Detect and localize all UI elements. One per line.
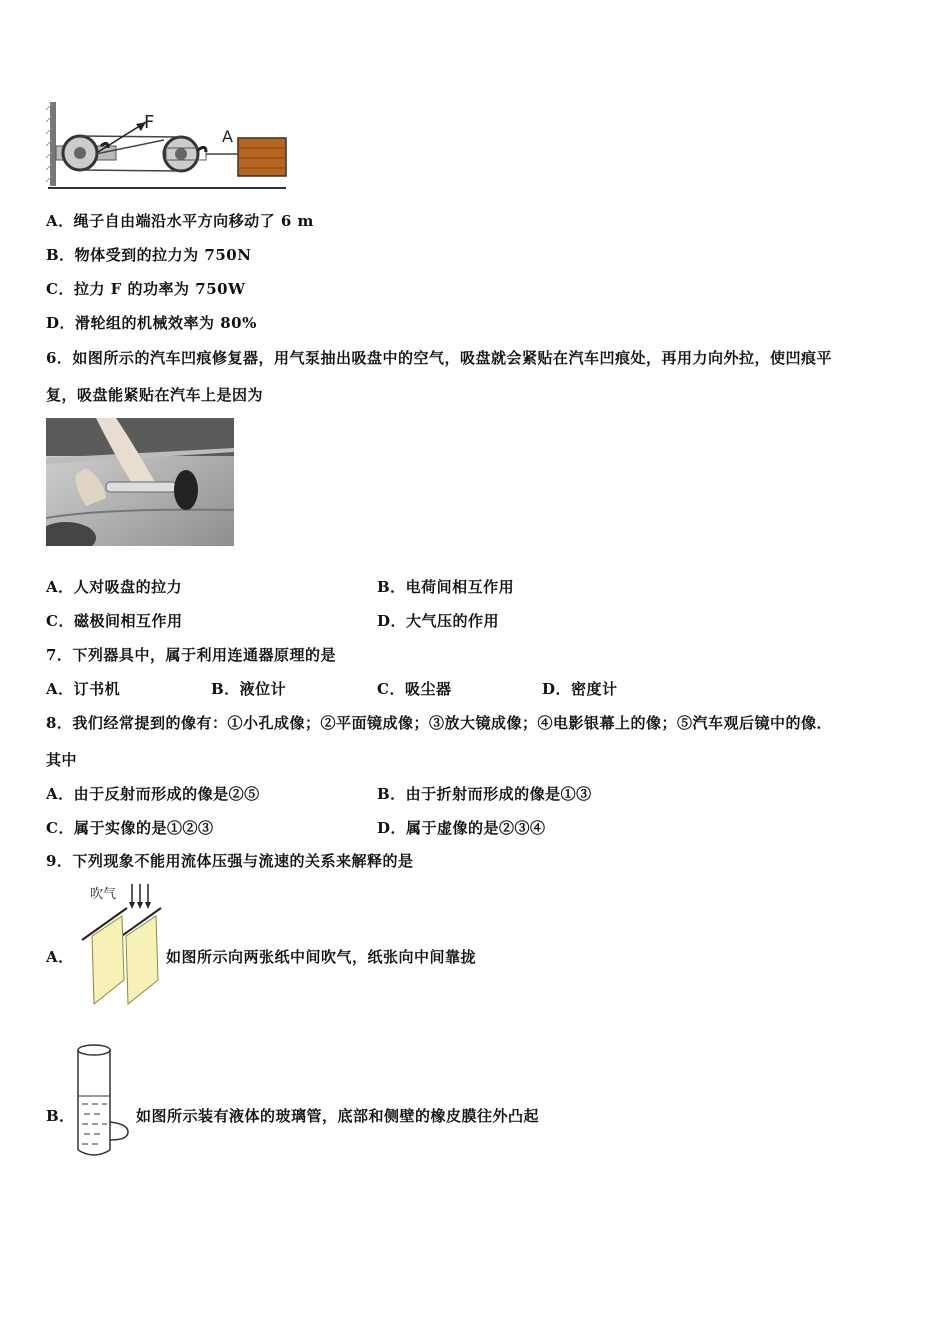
q5-option-a: A．绳子自由端沿水平方向移动了 6 m — [46, 212, 314, 230]
q6-option-d: D．大气压的作用 — [377, 612, 500, 630]
q7-option-d: D．密度计 — [542, 680, 618, 698]
q8-option-b: B．由于折射而形成的像是①③ — [377, 785, 592, 803]
point-label: A — [222, 127, 233, 146]
q9-option-a-label: A． — [46, 948, 74, 966]
two-papers-figure — [72, 880, 167, 1010]
dent-repair-photo — [46, 418, 234, 546]
q6-option-c: C．磁极间相互作用 — [46, 612, 183, 630]
blow-label: 吹气 — [90, 887, 117, 902]
q8-option-d: D．属于虚像的是②③④ — [377, 819, 546, 837]
q8-stem-line1: 8．我们经常提到的像有：①小孔成像；②平面镜成像；③放大镜成像；④电影银幕上的像；⑤汽车观后镜中的像． — [46, 714, 832, 732]
q8-option-a: A．由于反射而形成的像是②⑤ — [46, 785, 260, 803]
q7-option-b: B．液位计 — [211, 680, 287, 698]
q7-option-a: A．订书机 — [46, 680, 121, 698]
q5-option-d: D．滑轮组的机械效率为 80% — [46, 314, 257, 332]
q8-stem-line2: 其中 — [46, 751, 78, 769]
q6-stem-line1: 6．如图所示的汽车凹痕修复器，用气泵抽出吸盘中的空气，吸盘就会紧贴在汽车凹痕处，再用力向外拉，使凹痕平 — [46, 349, 832, 367]
q6-option-a: A．人对吸盘的拉力 — [46, 578, 183, 596]
q7-stem: 7．下列器具中，属于利用连通器原理的是 — [46, 646, 336, 664]
q8-option-c: C．属于实像的是①②③ — [46, 819, 214, 837]
q9-option-b-text: 如图所示装有液体的玻璃管，底部和侧壁的橡皮膜往外凸起 — [136, 1107, 540, 1125]
force-label: F — [144, 112, 155, 133]
q9-option-a-text: 如图所示向两张纸中间吹气，纸张向中间靠拢 — [166, 948, 477, 966]
q5-option-c: C．拉力 F 的功率为 750W — [46, 280, 246, 298]
q7-option-c: C．吸尘器 — [377, 680, 452, 698]
q6-option-b: B．电荷间相互作用 — [377, 578, 515, 596]
q9-option-b-label: B． — [46, 1107, 75, 1125]
q9-stem: 9．下列现象不能用流体压强与流速的关系来解释的是 — [46, 852, 414, 870]
q5-option-b: B．物体受到的拉力为 750N — [46, 246, 252, 264]
glass-tube-figure — [72, 1040, 138, 1162]
q6-stem-line2: 复，吸盘能紧贴在汽车上是因为 — [46, 386, 264, 404]
pulley-system-figure — [46, 102, 290, 192]
